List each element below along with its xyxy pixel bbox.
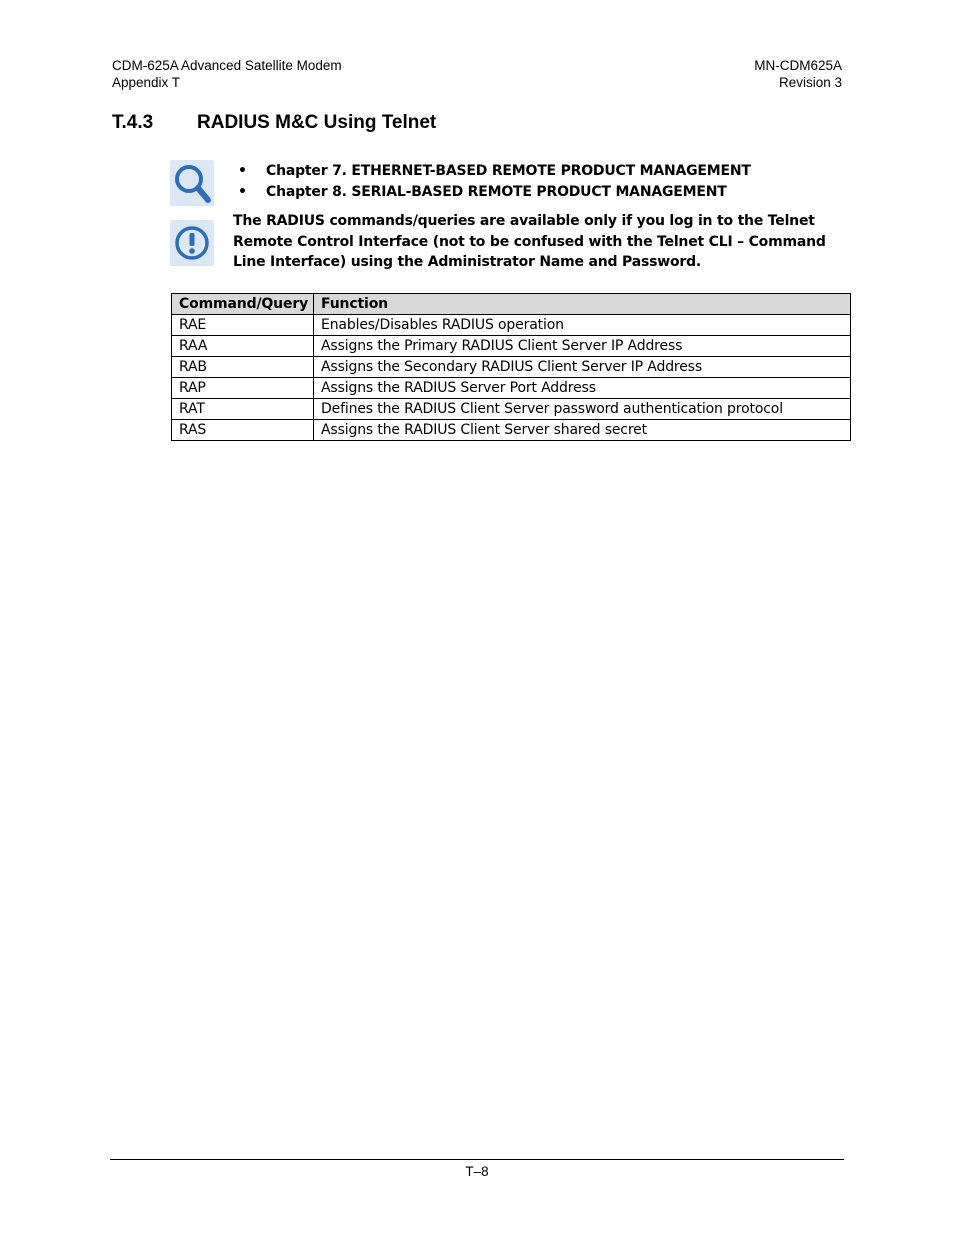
document-title: CDM-625A Advanced Satellite Modem <box>112 58 342 73</box>
section-title: RADIUS M&C Using Telnet <box>197 112 437 133</box>
page-number: T–8 <box>465 1164 489 1179</box>
table-row <box>172 378 851 399</box>
command-cell: RAB <box>172 357 314 378</box>
exclamation-circle-icon <box>170 220 214 266</box>
function-cell: Assigns the Primary RADIUS Client Server IP Address <box>314 336 851 357</box>
function-cell: Assigns the RADIUS Client Server shared secret <box>314 420 851 441</box>
page-header-left <box>112 57 342 91</box>
function-cell: Assigns the RADIUS Server Port Address <box>314 378 851 399</box>
command-cell: RAT <box>172 399 314 420</box>
reference-item: • Chapter 7. ETHERNET-BASED REMOTE PRODUCT MANAGEMENT <box>238 163 751 179</box>
page-header-right <box>754 57 842 91</box>
reference-text: Chapter 7. ETHERNET-BASED REMOTE PRODUCT MANAGEMENT <box>266 163 751 179</box>
section-number: T.4.3 <box>112 112 154 133</box>
column-header-command: Command/Query <box>172 294 314 315</box>
note-text: The RADIUS commands/queries are available only if you log in to the Telnet Remote Control Interface (not to be confused with the Telnet CLI – Command Line Interface) using the Administrator Name and Password. <box>233 213 826 270</box>
manual-number: MN-CDM625A <box>754 58 842 73</box>
function-cell: Assigns the Secondary RADIUS Client Server IP Address <box>314 357 851 378</box>
table-row <box>172 336 851 357</box>
reference-item: • Chapter 8. SERIAL-BASED REMOTE PRODUCT MANAGEMENT <box>238 184 727 200</box>
revision-label: Revision 3 <box>778 75 842 90</box>
command-table <box>171 293 851 441</box>
function-cell: Defines the RADIUS Client Server password authentication protocol <box>314 399 851 420</box>
command-cell: RAS <box>172 420 314 441</box>
magnifier-icon <box>170 160 214 206</box>
reference-text: Chapter 8. SERIAL-BASED REMOTE PRODUCT MANAGEMENT <box>266 184 727 200</box>
footer-divider <box>110 1159 844 1160</box>
function-cell: Enables/Disables RADIUS operation <box>314 315 851 336</box>
command-cell: RAP <box>172 378 314 399</box>
table-row <box>172 420 851 441</box>
table-row <box>172 399 851 420</box>
table-row <box>172 315 851 336</box>
command-cell: RAA <box>172 336 314 357</box>
command-cell: RAE <box>172 315 314 336</box>
reference-list <box>238 161 751 203</box>
table-header-row <box>172 294 851 315</box>
table-row <box>172 357 851 378</box>
column-header-function: Function <box>314 294 851 315</box>
appendix-label: Appendix T <box>112 75 181 90</box>
section-heading <box>112 112 436 134</box>
